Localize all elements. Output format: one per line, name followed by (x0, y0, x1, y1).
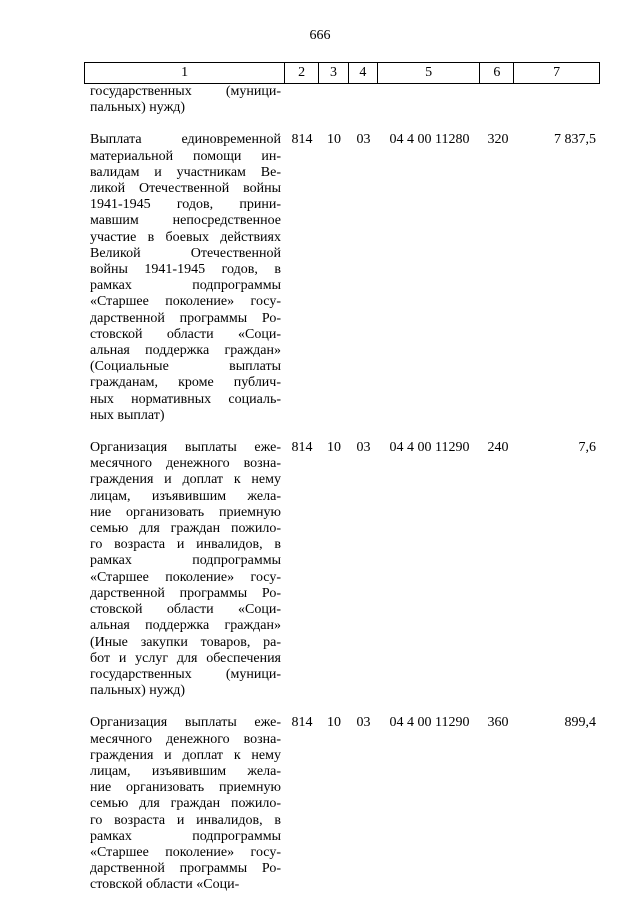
description-line: ных нормативных социаль- (90, 391, 281, 407)
column-header: 5 (378, 63, 481, 83)
table-row (84, 84, 600, 116)
description-line: го возраста и инвалидов, в (90, 537, 281, 553)
description-line: ликой Отечественной войны (90, 181, 281, 197)
description-line: гражданам, кроме публич- (90, 375, 281, 391)
cell-c7 (515, 84, 600, 116)
description-line: стовской области «Соци- (90, 877, 240, 893)
description-line: ных выплат) (90, 407, 165, 423)
column-header: 7 (553, 65, 561, 80)
table-body (84, 84, 600, 910)
table-row (84, 440, 600, 699)
description-line: государственных (муници- (90, 84, 281, 99)
description-line: 1941-1945 годов, прини- (90, 197, 281, 213)
row-description (84, 440, 285, 699)
description-line: Великой Отечественной (90, 245, 281, 261)
description-line: (Иные закупки товаров, ра- (90, 634, 281, 650)
description-line: стовской области «Соци- (90, 326, 281, 342)
description-line: рамках подпрограммы (90, 828, 281, 844)
description-line: «Старшее поколение» госу- (90, 294, 281, 310)
description-line: месячного денежного возна- (90, 731, 281, 747)
description-line: «Старшее поколение» госу- (90, 569, 281, 585)
description-line: рамках подпрограммы (90, 278, 281, 294)
description-line: Организация выплаты еже- (90, 440, 281, 456)
cell-c2: 814 (291, 132, 313, 148)
cell-c5: 04 4 00 11280 (389, 132, 470, 148)
cell-c6: 240 (487, 440, 509, 456)
description-line: семью для граждан пожило- (90, 521, 281, 537)
cell-c7: 899,4 (564, 715, 596, 731)
description-line: дарственной программы Ро- (90, 310, 281, 326)
description-line: граждения и доплат к нему (90, 472, 281, 488)
table-row (84, 715, 600, 893)
table-row (84, 132, 600, 424)
description-line: ние организовать приемную (90, 504, 281, 520)
description-line: дарственной программы Ро- (90, 585, 281, 601)
description-line: пальных) нужд) (90, 100, 186, 116)
cell-c6: 360 (487, 715, 509, 731)
column-header: 4 (349, 63, 378, 83)
description-line: Организация выплаты еже- (90, 715, 281, 731)
description-line: участие в боевых действиях (90, 229, 281, 245)
column-header: 6 (480, 63, 514, 83)
cell-c4: 03 (356, 132, 371, 148)
description-line: месячного денежного возна- (90, 456, 281, 472)
description-line: Выплата единовременной (90, 132, 281, 148)
description-line: альная поддержка граждан» (90, 618, 281, 634)
description-line: бот и услуг для обеспечения (90, 650, 281, 666)
description-line: стовской области «Соци- (90, 602, 281, 618)
cell-c6: 320 (487, 132, 509, 148)
description-line: альная поддержка граждан» (90, 343, 281, 359)
cell-c2: 814 (291, 715, 313, 731)
page-number: 666 (309, 28, 331, 43)
cell-c6 (481, 84, 515, 116)
description-line: государственных (муници- (90, 666, 281, 682)
cell-c2: 814 (291, 440, 313, 456)
description-line: рамках подпрограммы (90, 553, 281, 569)
description-line: го возраста и инвалидов, в (90, 812, 281, 828)
description-line: валидам и участникам Ве- (90, 164, 281, 180)
description-line: граждения и доплат к нему (90, 747, 281, 763)
description-line: войны 1941-1945 годов, в (90, 262, 281, 278)
cell-c3: 10 (327, 715, 341, 731)
table-header (84, 62, 600, 84)
description-line: семью для граждан пожило- (90, 796, 281, 812)
cell-c5 (378, 84, 481, 116)
cell-c7: 7 837,5 (554, 132, 596, 148)
row-description (84, 132, 285, 424)
cell-c4: 03 (356, 440, 371, 456)
description-line: (Социальные выплаты (90, 359, 281, 375)
description-line: материальной помощи ин- (90, 148, 281, 164)
cell-c5: 04 4 00 11290 (389, 715, 470, 731)
cell-c5: 04 4 00 11290 (389, 440, 470, 456)
description-line: лицам, изъявившим жела- (90, 488, 281, 504)
cell-c7: 7,6 (578, 440, 596, 456)
cell-c3: 10 (327, 132, 341, 148)
cell-c4 (349, 84, 378, 116)
column-header: 1 (85, 63, 285, 83)
column-header: 2 (285, 63, 319, 83)
description-line: «Старшее поколение» госу- (90, 844, 281, 860)
row-description (84, 84, 285, 116)
description-line: пальных) нужд) (90, 683, 186, 699)
description-line: лицам, изъявившим жела- (90, 763, 281, 779)
cell-c4: 03 (356, 715, 371, 731)
cell-c2 (285, 84, 319, 116)
description-line: ние организовать приемную (90, 780, 281, 796)
column-header: 3 (319, 63, 349, 83)
cell-c3 (319, 84, 349, 116)
cell-c3: 10 (327, 440, 341, 456)
description-line: дарственной программы Ро- (90, 861, 281, 877)
row-description (84, 715, 285, 893)
description-line: мавшим непосредственное (90, 213, 281, 229)
